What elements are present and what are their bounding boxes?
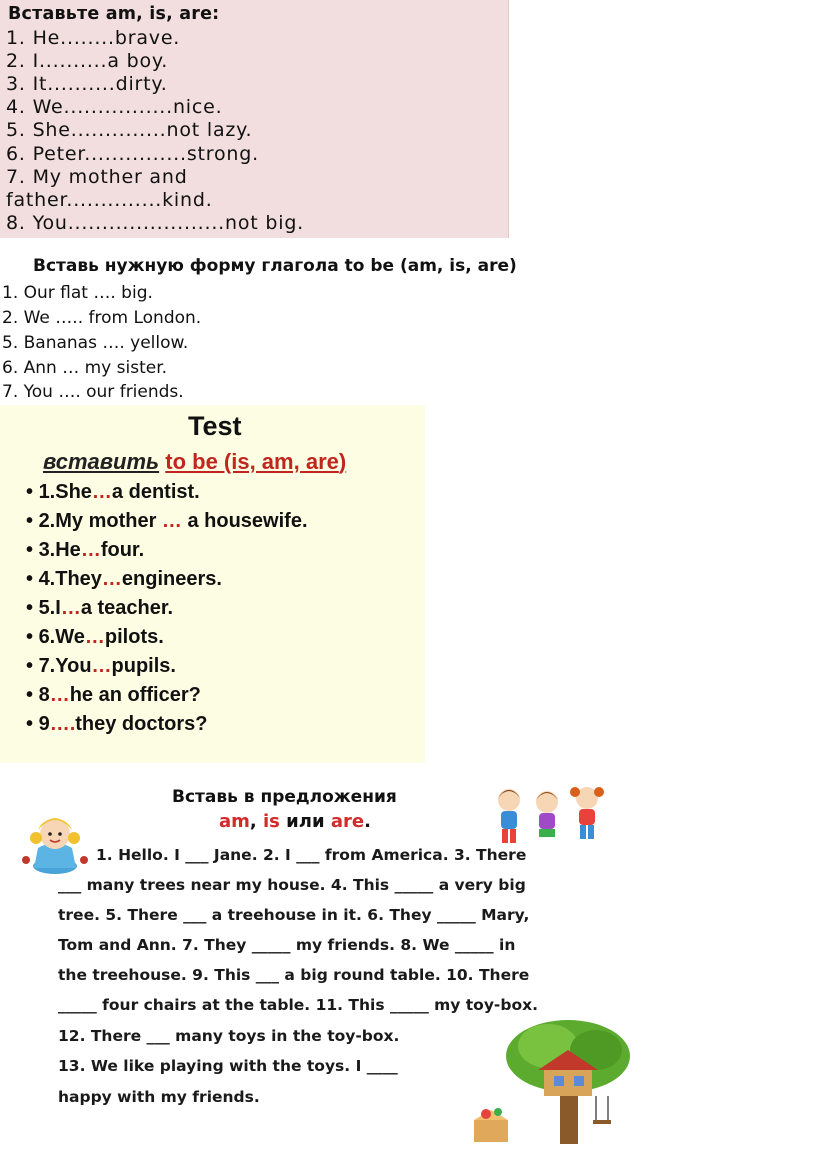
test-item-blank: … xyxy=(161,510,182,532)
exercise-2-title: Вставь нужную форму глагола to be (am, is, are) xyxy=(33,256,517,276)
exercise-4-line: happy with my friends. xyxy=(58,1088,260,1106)
test-item-blank: … xyxy=(91,655,112,677)
exercise-4-line: ___ many trees near my house. 4. This _____ a very big xyxy=(58,876,526,894)
test-panel xyxy=(0,405,425,763)
exercise-2-line: 6. Ann … my sister. xyxy=(2,358,168,378)
word-is: is xyxy=(263,811,280,832)
test-item-end: pilots. xyxy=(104,626,164,648)
test-item-blank: … xyxy=(80,539,101,561)
period: . xyxy=(364,811,371,832)
test-subtitle xyxy=(43,449,346,475)
test-subtitle-red: to be (is, am, are xyxy=(165,449,339,474)
word-ili: или xyxy=(279,811,331,832)
test-item xyxy=(26,481,200,504)
exercise-4-line: 1. Hello. I ___ Jane. 2. I ___ from America. 3. There xyxy=(96,846,527,864)
test-item xyxy=(26,539,144,562)
test-item-start: 9 xyxy=(38,713,50,735)
test-item-end: four. xyxy=(100,539,145,561)
test-item-start: 7.You xyxy=(38,655,92,677)
exercise-1-panel xyxy=(0,0,509,238)
exercise-1-line: father..............kind. xyxy=(6,189,213,211)
bullet: • xyxy=(26,539,39,561)
exercise-1-title: Вставьте am, is, are: xyxy=(8,4,220,24)
test-item-start: 1.She xyxy=(38,481,92,503)
bullet: • xyxy=(26,655,39,677)
test-item-blank: … xyxy=(91,481,112,503)
test-item xyxy=(26,568,222,591)
test-item xyxy=(26,597,173,620)
treehouse-illustration xyxy=(468,1016,633,1148)
test-item-start: 5.I xyxy=(38,597,61,619)
kids-illustration xyxy=(487,780,617,848)
exercise-2-line: 7. You …. our friends. xyxy=(2,382,184,402)
bullet: • xyxy=(26,481,39,503)
test-item-end: a housewife. xyxy=(181,510,308,532)
test-item xyxy=(26,684,201,707)
exercise-4-line: the treehouse. 9. This ___ a big round table. 10. There xyxy=(58,966,530,984)
test-subtitle-italic: вставить xyxy=(43,449,160,474)
exercise-4-line: 12. There ___ many toys in the toy-box. xyxy=(58,1027,400,1045)
test-item xyxy=(26,626,164,649)
bullet: • xyxy=(26,626,39,648)
test-item-blank: … xyxy=(101,568,122,590)
test-item-blank: … xyxy=(84,626,105,648)
exercise-1-line: 6. Peter...............strong. xyxy=(6,143,259,165)
exercise-4-subtitle xyxy=(219,811,371,832)
bullet: • xyxy=(26,713,39,735)
girl-illustration xyxy=(18,808,92,874)
exercise-1-line: 5. She..............not lazy. xyxy=(6,119,253,141)
test-item-start: 2.My mother xyxy=(38,510,162,532)
bullet: • xyxy=(26,568,39,590)
test-item-end: pupils. xyxy=(111,655,176,677)
test-item-blank: …. xyxy=(49,713,76,735)
bullet: • xyxy=(26,597,39,619)
bullet: • xyxy=(26,510,39,532)
exercise-1-line: 4. We................nice. xyxy=(6,96,223,118)
exercise-2-line: 1. Our flat …. big. xyxy=(2,283,153,303)
exercise-4-line: 13. We like playing with the toys. I ____ xyxy=(58,1057,398,1075)
test-item-end: a teacher. xyxy=(80,597,174,619)
test-item-start: 4.They xyxy=(38,568,102,590)
exercise-2-line: 5. Bananas …. yellow. xyxy=(2,333,189,353)
test-item-blank: … xyxy=(60,597,81,619)
exercise-1-line: 1. He........brave. xyxy=(6,27,181,49)
test-item-end: a dentist. xyxy=(111,481,200,503)
word-are: are xyxy=(330,811,365,832)
test-item-end: he an officer? xyxy=(69,684,201,706)
exercise-4-line: _____ four chairs at the table. 11. This _____ my toy-box. xyxy=(58,996,538,1014)
exercise-2-line: 2. We ….. from London. xyxy=(2,308,202,328)
test-item-start: 8 xyxy=(38,684,50,706)
test-item-end: engineers. xyxy=(121,568,222,590)
exercise-1-line: 2. I..........a boy. xyxy=(6,50,169,72)
exercise-1-line: 8. You.......................not big. xyxy=(6,212,305,234)
word-am: am xyxy=(219,811,250,832)
test-item xyxy=(26,510,308,533)
test-item xyxy=(26,713,208,736)
test-subtitle-end: ) xyxy=(338,449,347,474)
test-item-start: 3.He xyxy=(38,539,81,561)
test-item xyxy=(26,655,176,678)
bullet: • xyxy=(26,684,39,706)
exercise-4-line: tree. 5. There ___ a treehouse in it. 6. They _____ Mary, xyxy=(58,906,530,924)
comma: , xyxy=(249,811,264,832)
test-item-start: 6.We xyxy=(38,626,85,648)
exercise-4-line: Tom and Ann. 7. They _____ my friends. 8. We _____ in xyxy=(58,936,516,954)
exercise-4-title: Вставь в предложения xyxy=(172,787,397,807)
test-title: Test xyxy=(188,411,242,441)
exercise-1-line: 7. My mother and xyxy=(6,166,188,188)
test-item-end: they doctors? xyxy=(75,713,208,735)
exercise-1-line: 3. It..........dirty. xyxy=(6,73,168,95)
test-item-blank: … xyxy=(49,684,70,706)
